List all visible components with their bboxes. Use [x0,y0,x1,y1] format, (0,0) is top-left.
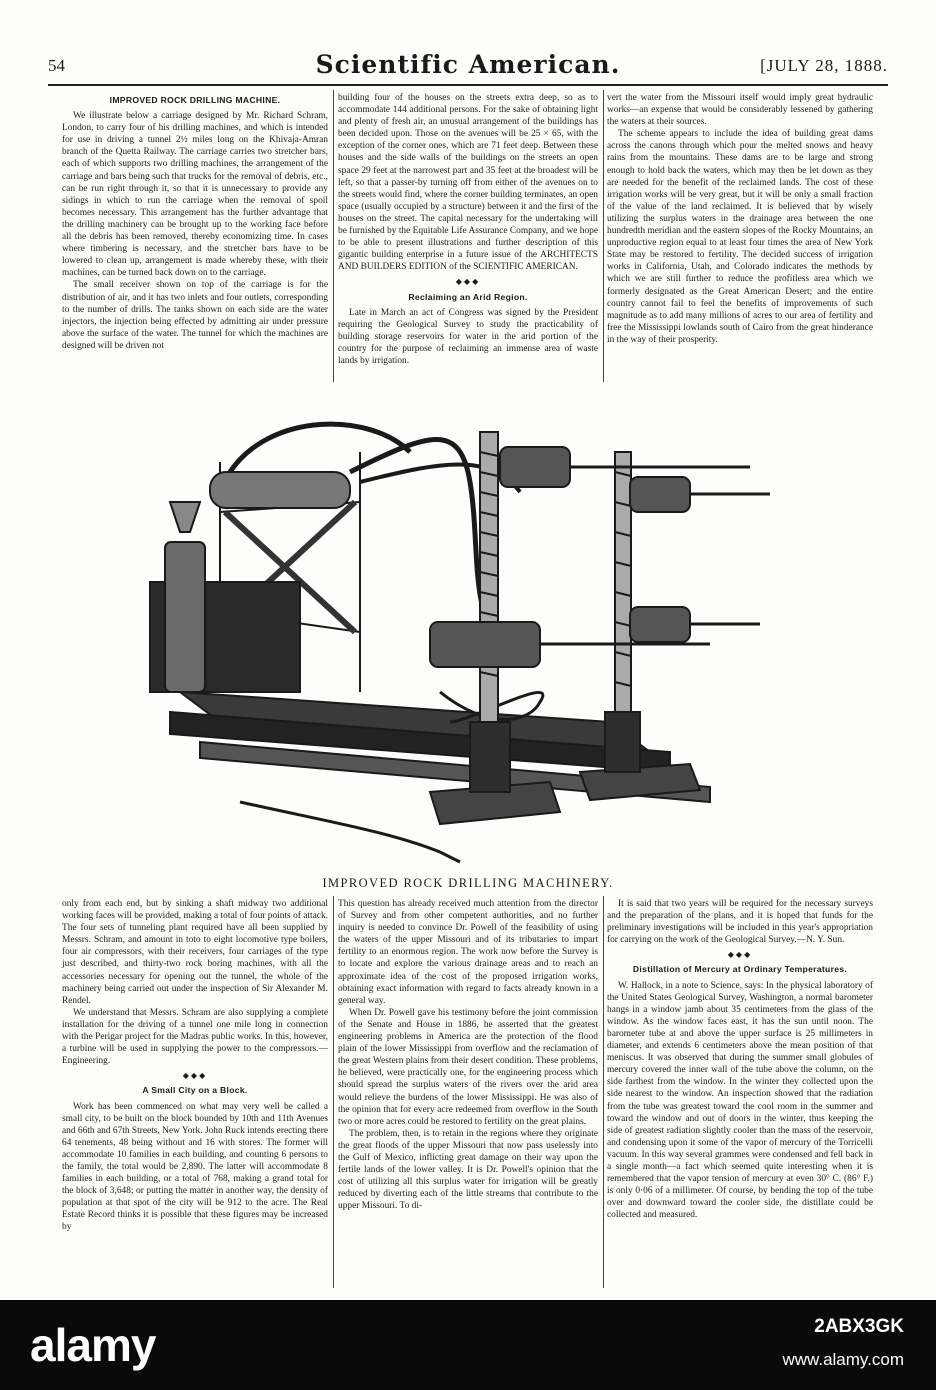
page-number: 54 [48,56,65,75]
section-ornament: ◆◆◆ [182,1071,208,1081]
paragraph: We understand that Messrs. Schram are also supplying a complete installation for the driving of a tunnel one mile long in connection with the Perigar project for the Madras public works. In this, however, a turbine will be used in supplying the power to the compressors.—Engineering. [62,1007,328,1067]
issue-date: [JULY 28, 1888. [760,56,888,75]
column-divider [333,896,334,1288]
article-title-arid-region: Reclaiming an Arid Region. [408,291,528,302]
column-4 [62,898,328,1234]
masthead: Scientific American. [315,50,621,79]
section-ornament: ◆◆◆ [727,950,753,960]
paragraph: The small receiver shown on top of the carriage is for the distribution of air, and it has two inlets and four outlets, corresponding to the number of drills. The tanks shown on each side are the water injectors, the injection being effected by admitting air under pressure above the surface of the water. The tunnel for which the machines are designed will be driven not [62,280,328,351]
site-url: www.alamy.com [782,1350,904,1369]
article-title-mercury-distillation: Distillation of Mercury at Ordinary Temperatures. [632,964,848,975]
paragraph: When Dr. Powell gave his testimony before the joint commission of the Senate and House in 1886, he asserted that the greatest engineering problems in America are the protection of the flood plain of the lower Mississippi from overflow and the reclamation of the great Western plains from their desert condition. These problems, he believed, were practically one, for the engineering process which should spread the surplus waters of the rivers over the arid area would relieve the burdens of the lower Mississippi. He was also of the opinion that for every acre redeemed from overflow in the South two or more acres could be restored to fertility on the great plains. [338,1007,598,1127]
paragraph: Late in March an act of Congress was signed by the President requiring the Geological Survey to study the practicability of building storage reservoirs for water in the arid portion of the country for the purpose of reclaiming an immense area of waste lands by irrigation. [338,307,598,366]
column-divider [333,90,334,382]
column-2 [338,92,598,367]
figure-caption: IMPROVED ROCK DRILLING MACHINERY. [322,876,614,890]
paragraph: vert the water from the Missouri itself would imply great hydraulic works—an expense that would be considerably lessened by gathering the waters at their sources. [607,93,873,128]
paragraph: only from each end, but by sinking a shaft midway two additional working faces will be provided, making a total of four points of attack. The four sets of tunneling plant required have all been supplied by Messrs. Schram, and amount in toto to eight locomotive type boilers, four air compressors, with their receivers, four carriages of the type just described, and thirty-two rock boring machines, with all the accessories necessary for opening out the tunnel, the whole of the machinery being carried out under the inspection of Sir Alexander M. Rendel. [62,899,328,1006]
paragraph: Work has been commenced on what may very well be called a small city, to be built on the block bounded by 10th and 11th Avenues and 66th and 67th Streets, New York. John Ruck intends erecting there 64 tenements, 48 being without and 16 with stores. The former will accommodate 10 families in each building, and counting 6 persons to the family, the total would be 2,890. The latter will accommodate 8 families in each building, or a total of 768, making a grand total for the block of 3,648; or putting the matter in another way, the density of population at that spot of the city will be 912 to the acre. The Real Estate Record thinks it is possible that these figures may be increased by [62,1101,328,1233]
column-divider [603,90,604,382]
column-3 [607,92,873,346]
column-5 [338,898,598,1212]
paragraph: building four of the houses on the streets extra deep, so as to accommodate 144 additional persons. For the sake of obtaining light and plenty of fresh air, an unusual arrangement of the buildings has been decided upon. Those on the avenues will be 25 × 65, with the exception of the corner ones, which are 71 feet deep. Between these houses and the side walls of the buildings on the streets an open space 29 feet at the narrowest part and 35 feet at the broadest will be left, so that a passer-by turning off from either of the avenues on to the streets would find, where the corner building terminates, an open space (usually occupied by a structure) between it and the first of the houses on the street. The capital necessary for the undertaking will be furnished by the Equitable Life Assurance Company, and we hope to be able to present illustrations and further description of this gigantic building enterprise in a future issue of the ARCHITECTS AND BUILDERS EDITION of the SCIENTIFIC AMERICAN. [338,93,598,273]
stock-photo-footer [0,1300,936,1390]
alamy-logo: alamy [30,1319,156,1371]
column-6 [607,898,873,1221]
paragraph: We illustrate below a carriage designed by Mr. Richard Schram, London, to carry four of his drilling machines, and which is intended for use in driving a tunnel 2½ miles long on the Khivaja-Amran branch of the Quetta Railway. The carriage carries two stretcher bars, each of which supports two drilling machines, the arrangement of the carriage and bars being such that trucks for the removal of debris, etc., can be run right through it, so that it is unnecessary to provide any sidings in which to run the carriage when the removal of spoil becomes necessary. This arrangement has the further advantage that the drilling machinery can be brought up to the working face before all the debris has been removed, thereby economizing time. In cases where timbering is necessary, and the stretcher bars have to be lowered to clean up, arrangement is made whereby these, with their machines, can be turned back down on to the carriage. [62,111,328,279]
column-divider [603,896,604,1288]
paragraph: W. Hallock, in a note to Science, says: In the physical laboratory of the United States Geological Survey, Washington, a normal barometer hangs in a window jamb about 35 centimeters from the glass of the window. As the window faces east, it has the sun until noon. The barometer tube at and above the upper surface is 25 millimeters in diameter, and extends 6 centimeters above the mean position of that meniscus. It was observed that during the summer small globules of mercury covered the inner wall of the tube above the column, on the side farthest from the window. In the winter they collected upon the side nearest to the window. An inspection showed that the radiation from the tube was greatest toward the cool room in the summer and toward the window and out of doors in the winter, thus keeping the side of greatest radiation slightly cooler than the mass of the reservoir, and condensing upon it some of the vapor of mercury of the Torricelli vacuum. In this way several grammes were condensed and fell back in a single month—a fact which seemed quite interesting when it is remembered that the vapor tension of mercury at even 30° C. (86° F.) is only 0·06 of a millimeter. Of course, by bending the top of the tube over and downward toward the cooler side, the distillate could be collected and measured. [607,980,873,1221]
header-rule [48,84,888,86]
article-title-rock-drilling: IMPROVED ROCK DRILLING MACHINE. [109,95,281,105]
paragraph: It is said that two years will be required for the necessary surveys and the preparation of the plans, and it is hoped that funds for the preliminary investigations will be included in this year's appropriation for carrying on the work of the Geological Survey.—N. Y. Sun. [607,899,873,946]
rock-drilling-machinery-engraving [110,392,830,870]
article-title-small-city: A Small City on a Block. [142,1085,248,1096]
page-header [48,50,888,84]
column-1 [62,92,328,352]
image-id: 2ABX3GK [814,1316,904,1337]
paragraph: The problem, then, is to retain in the regions where they originate the great floods of the upper Missouri that now pass uselessly into the Gulf of Mexico, inflicting great damage on their way upon the fertile lands of the lower valley. It is Dr. Powell's opinion that the cost of utilizing all this surplus water for irrigation will be greatly reduced by diverting each of the little streams that contribute to the upper Missouri. To di- [338,1128,598,1212]
section-ornament: ◆◆◆ [455,277,481,287]
paragraph: This question has already received much attention from the director of Survey and from other competent authorities, and no further inquiry is needed to convince Dr. Powell of the feasibility of using the waters of the upper Missouri and of its tributaries to impart fertility to an enormous region. The work now before the Survey is to locate and explore the various drainage areas and to reach an approximate idea of the cost of the proposed irrigation works, obtaining exact information with regard to facts already known in a general way. [338,899,598,1006]
paragraph: The scheme appears to include the idea of building great dams across the canons through which pour the melted snows and heavy rains from the mountains. These dams are to be large and strong enough to hold back the waters, which may then be let down as they are needed for the benefit of the reclaimed lands. The cost of these irrigation works will be very great, but it will be only a small fraction of the value of the land reclaimed. It is believed that by wisely utilizing the surplus waters in the drainage area between the one hundredth meridian and the eastern slopes of the Rocky Mountains, an unproductive region equal to at least four times the area of New York State may be restored to fertility. The decided success of irrigation works in California, Utah, and Colorado indicates the methods by which we are still further to reduce the profitless area which we formerly designated as the Great American Desert; and the entire country cannot fail to feel the benefits of improvements of such magnitude as to add many millions of acres to our area of fertility and free the Mississippi lowlands south of Cairo from the great hinderance in the way of their prosperity. [607,129,873,345]
